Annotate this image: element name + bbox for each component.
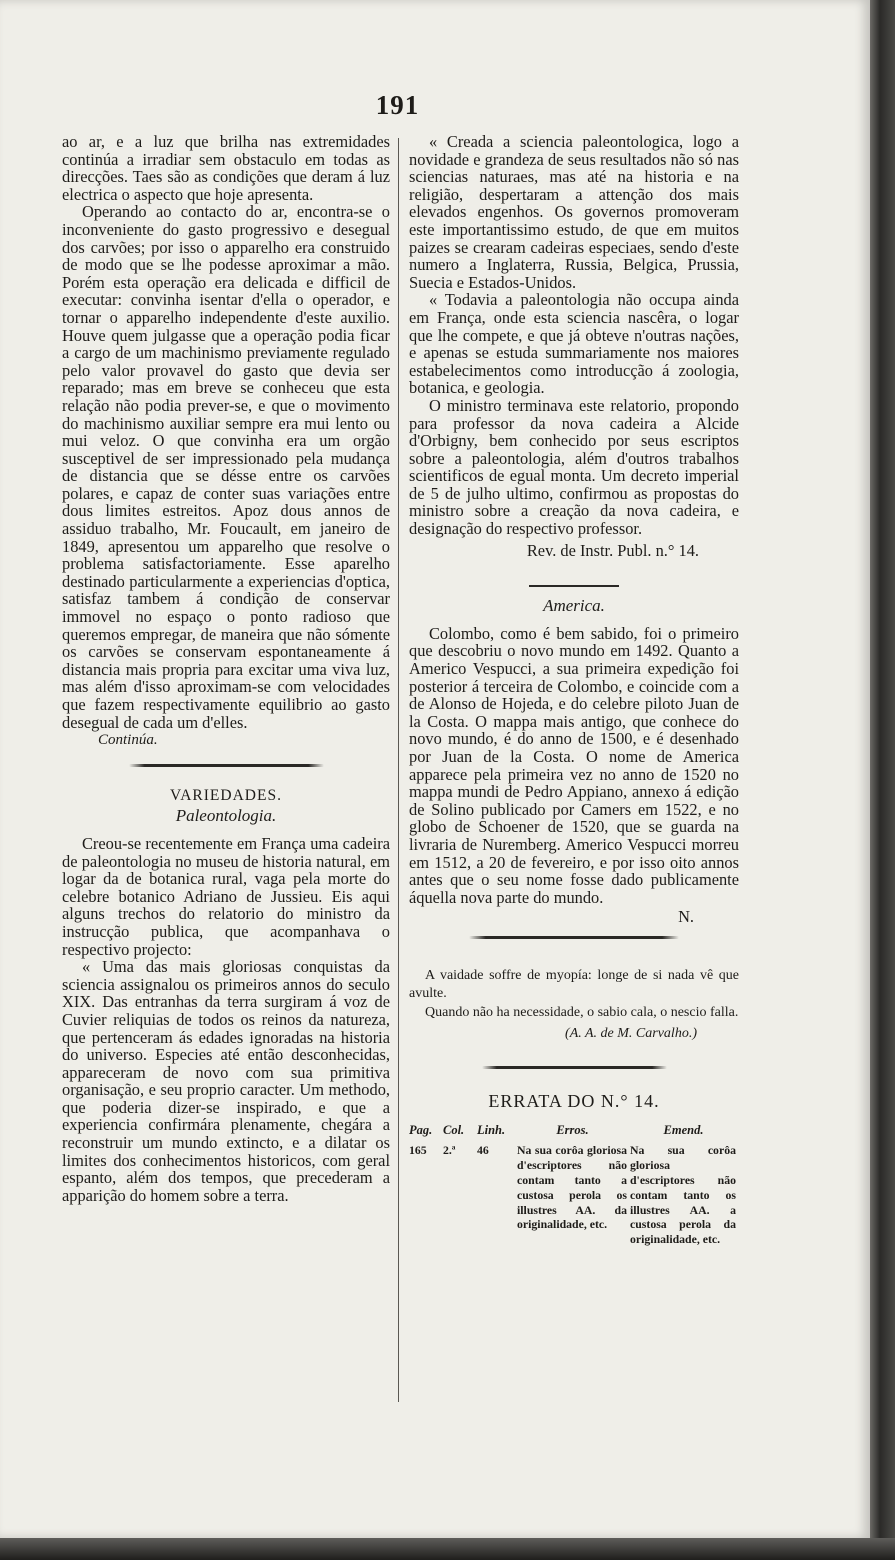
america-paragraph: Colombo, como é bem sabido, foi o primeiro que descobriu o novo mundo em 1492. Quanto a Americo Vespucci, a sua primeira expedição foi posterior á terceira de Colombo, e coincide com a de Alonso de Hojeda, e do celebre piloto Juan de la Costa. O mappa mais antigo, que conhece do novo mundo, é do anno de 1500, e é desenhado por Juan de la Costa. O nome de America apparece pela primeira vez no anno de 1520 no mappa mundi de Pedro Appiano, annexo á edição de Solino publicado por Camers em 1522, e no globo de Schoener de 1520, que se guarda na livraria de Nuremberg. Americo Vespucci morreu em 1512, a 20 de fevereiro, e por isso oito annos antes que o seu nome fosse dado publicamente áquella nova parte do mundo.	[409, 623, 739, 907]
maxims-block	[409, 967, 739, 1044]
paleontology-intro-paragraph: Creou-se recentemente em França uma cadeira de paleontologia no museu de historia natural, em logar da de botanica rural, vaga pela morte do celebre botanico Adriano de Jussieu. Eis aqui alguns trechos do relatorio do ministro da instrucção publica, que acompanhava o respectivo projecto:	[62, 833, 390, 959]
page-number: 191	[375, 90, 420, 120]
paleontology-quote-final: « Todavia a paleontologia não occupa ainda em França, onde esta sciencia nascêra, o logar que lhe compete, e que já obteve n'outras nações, e apenas se estuda summariamente nos maiores estabelecimentos como introducção á zoologia, botanica, e geologia.	[409, 290, 739, 398]
minister-report-paragraph: O ministro terminava este relatorio, propondo para professor da nova cadeira a Alcide d'Orbigny, bem conhecido por seus escriptos sobre a paleontologia, além d'outros trabalhos scientificos de egual monta. Um decreto imperial de 5 de julho ultimo, confirmou as propostas do ministro sobre a creação da nova cadeira, e designação do respectivo professor.	[409, 395, 739, 539]
errata-header-emend: Emend.	[663, 1122, 704, 1137]
paleontology-quote-continued: « Creada a sciencia paleontologica, logo a novidade e grandeza de seus resultados não só nas sciencias naturaes, mas até na historia e na religião, despertaram a attenção dos mais elevados engenhos. Os governos promoveram este importantissimo estudo, de que em muitos paizes se crearam cadeiras especiaes, sendo d'este numero a Inglaterra, Russia, Belgica, Prussia, Suecia e Estados-Unidos.	[409, 132, 739, 292]
book-edge-right	[870, 0, 895, 1560]
errata-header-line: Linh.	[477, 1122, 506, 1137]
electric-light-paragraph-end: ao ar, e a luz que brilha nas extremidades continúa a irradiar sem obstaculo em todas as direcções. Taes são as condições que deram á luz electrica o aspecto que hoje apresenta.	[62, 132, 390, 204]
maxims-divider	[469, 936, 679, 939]
right-column	[409, 133, 739, 1247]
left-column	[62, 133, 390, 1204]
source-citation: Rev. de Instr. Publ. n.° 14.	[526, 540, 699, 560]
errata-title: ERRATA DO N.° 14.	[488, 1090, 660, 1111]
errata-header-errors: Erros.	[556, 1122, 589, 1137]
maxim-author: (A. A. de M. Carvalho.)	[565, 1026, 697, 1042]
subsection-title-america: America.	[543, 596, 605, 616]
article-signature: N.	[678, 907, 694, 927]
short-divider	[529, 585, 619, 587]
maxim-wise: Quando não ha necessidade, o sabio cala, o nescio falla.	[425, 1004, 739, 1020]
section-divider	[129, 764, 324, 767]
errata-divider	[482, 1066, 667, 1069]
errata-header-page: Pag.	[409, 1122, 433, 1137]
column-divider	[398, 138, 399, 1402]
maxim-vanity: A vaidade soffre de myopía: longe de si nada vê que avulte.	[409, 967, 739, 1002]
paleontology-quote-paragraph: « Uma das mais gloriosas conquistas da sciencia assignalou os primeiros annos do seculo XIX. Das entranhas da terra surgiram á voz de Cuvier reliquias de todos os reinos da natureza, que pertenceram ás edades ignoradas na historia do universo. Especies até então desconhecidas, appareceram de novo com sua primitiva organisação, e seu proprio caracter. Um methodo, que poderia dizer-se inspirado, e que a experiencia confirmára plenamente, chegára a reconstruir um mundo extincto, e a dilatar os limites dos conhecimentos historicos, com geral espanto, além dos tempos, que precederam a apparição do homem sobre a terra.	[62, 957, 390, 1205]
errata-page: 165	[409, 1143, 427, 1158]
subsection-title-paleontology: Paleontologia.	[175, 806, 277, 826]
errata-emend-text: Na sua corôa gloriosa d'escriptores não contam tanto os illustres AA. a custosa perola da originalidade, etc.	[630, 1143, 736, 1247]
errata-row	[409, 1143, 739, 1247]
errata-line: 46	[477, 1143, 489, 1158]
errata-error-text: Na sua corôa gloriosa d'escriptores não contam tanto a custosa perola os illustres AA. da originalidade, etc.	[517, 1143, 627, 1232]
book-edge-bottom	[0, 1538, 895, 1560]
errata-column: 2.ª	[443, 1143, 456, 1158]
errata-header-row	[409, 1123, 739, 1144]
continued-note: Continúa.	[98, 732, 158, 749]
electric-light-paragraph: Operando ao contacto do ar, encontra-se o inconveniente do gasto progressivo e desegual dos carvões; por isso o apparelho era construido de modo que se lhe podesse aproximar a mão. Porém esta operação era delicada e difficil de executar: convinha isentar d'ella o operador, e tornar o apparelho independente d'este auxilio. Houve quem julgasse que a operação podia ficar a cargo de um machinismo previamente regulado pelo valor provavel do gasto que devia ser reparado; mas em breve se conheceu que esta relação não podia prever-se, e que o movimento do machinismo auxiliar sempre era mui lento ou mui veloz. O que convinha era um orgão susceptivel de ser impressionado pela mudança de distancia que se désse entre os carvões polares, e capaz de conter suas variações entre dous limites estreitos. Apoz dous annos de assiduo trabalho, Mr. Foucault, em janeiro de 1849, apresentou um apparelho que resolve o problema satisfactoriamente. Esse aparelho destinado particularmente a experiencias d'optica, satisfaz tambem á condição de conservar immovel no espaço o ponto radioso que queremos empregar, de maneira que não sómente os carvões se conservam espontaneamente á distancia mais propria para excitar uma viva luz, mas além d'isso aproximam-se com velocidades que fazem respectivamente equilibrio ao gasto desegual de cada um d'elles.	[62, 202, 390, 732]
section-title: VARIEDADES.	[170, 786, 282, 804]
errata-header-column: Col.	[443, 1122, 465, 1137]
errata-table	[409, 1123, 739, 1247]
